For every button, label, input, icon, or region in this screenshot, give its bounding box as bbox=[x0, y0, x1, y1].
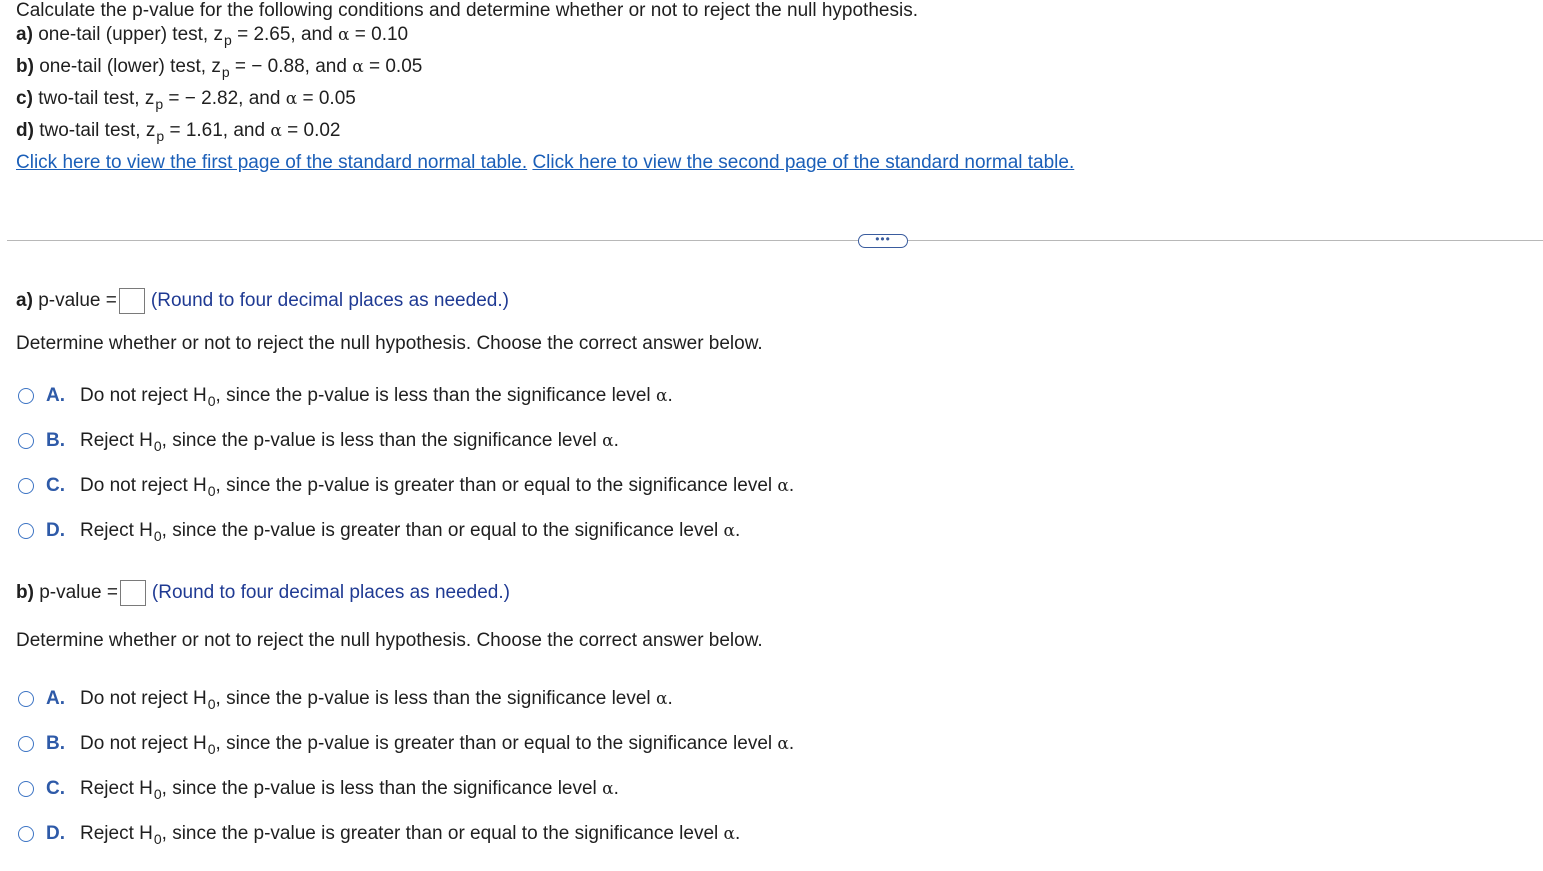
condition-a: a) one-tail (upper) test, $z_p = 2.65$, and α = 0.10 bbox=[16, 24, 409, 48]
part-a-option-d[interactable]: D. Reject H 0 , since the p-value is greater than or equal to the significance level α . bbox=[18, 518, 740, 544]
part-b-option-c[interactable]: C. Reject H 0 , since the p-value is less than the significance level α . bbox=[18, 776, 619, 802]
condition-d: d) two-tail test, $z_p = 1.61$, and α = 0.02 bbox=[16, 120, 341, 144]
radio-button[interactable] bbox=[18, 478, 34, 494]
part-b-hint: (Round to four decimal places as needed.) bbox=[151, 582, 510, 603]
radio-button[interactable] bbox=[18, 433, 34, 449]
section-divider bbox=[7, 240, 1543, 241]
normal-table-page2-link[interactable]: Click here to view the second page of the standard normal table. bbox=[532, 152, 1075, 173]
part-b-pvalue-row: b) p-value = (Round to four decimal places as needed.) bbox=[16, 580, 510, 606]
part-a-prompt: Determine whether or not to reject the null hypothesis. Choose the correct answer below. bbox=[16, 333, 763, 354]
part-b-option-b[interactable]: B. Do not reject H 0 , since the p-value is greater than or equal to the significance level α . bbox=[18, 731, 794, 757]
part-a-option-b[interactable]: B. Reject H 0 , since the p-value is less than the significance level α . bbox=[18, 428, 619, 454]
part-a-hint: (Round to four decimal places as needed.) bbox=[150, 290, 509, 311]
radio-button[interactable] bbox=[18, 826, 34, 842]
condition-b: b) one-tail (lower) test, $z_p$ = − 0.88, and α = 0.05 bbox=[16, 56, 423, 80]
part-b-prompt: Determine whether or not to reject the null hypothesis. Choose the correct answer below. bbox=[16, 630, 763, 651]
table-links bbox=[16, 152, 1074, 174]
part-a-option-c[interactable]: C. Do not reject H 0 , since the p-value is greater than or equal to the significance level α . bbox=[18, 473, 794, 499]
radio-button[interactable] bbox=[18, 388, 34, 404]
more-options-button[interactable]: ••• bbox=[858, 234, 908, 248]
part-b-option-a[interactable]: A. Do not reject H 0 , since the p-value is less than the significance level α . bbox=[18, 686, 673, 712]
radio-button[interactable] bbox=[18, 523, 34, 539]
part-a-option-a[interactable]: A. Do not reject H 0 , since the p-value is less than the significance level α . bbox=[18, 383, 673, 409]
normal-table-page1-link[interactable]: Click here to view the first page of the standard normal table. bbox=[16, 152, 528, 173]
part-b-pvalue-input[interactable] bbox=[120, 580, 146, 606]
part-a-pvalue-input[interactable] bbox=[119, 288, 145, 314]
condition-c: c) two-tail test, $z_p$ = − 2.82, and α = 0.05 bbox=[16, 88, 356, 112]
part-a-pvalue-row: a) p-value = (Round to four decimal places as needed.) bbox=[16, 288, 509, 314]
question-intro: Calculate the p-value for the following conditions and determine whether or not to reject the null hypothesis. bbox=[16, 0, 918, 21]
radio-button[interactable] bbox=[18, 691, 34, 707]
radio-button[interactable] bbox=[18, 736, 34, 752]
part-b-option-d[interactable]: D. Reject H 0 , since the p-value is greater than or equal to the significance level α . bbox=[18, 821, 740, 847]
radio-button[interactable] bbox=[18, 781, 34, 797]
